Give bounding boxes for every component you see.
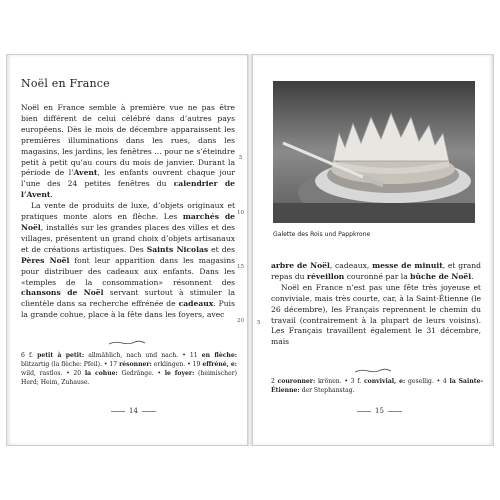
line-number: 5: [239, 155, 243, 161]
bold-term: bûche de Noël: [410, 271, 472, 281]
bold-term: convivial, e:: [363, 378, 406, 385]
text-run: , cadeaux,: [329, 261, 373, 270]
right-page: [252, 54, 494, 446]
page-number: 14: [107, 407, 160, 415]
text-run: , les enfants ouvrent chaque jour l’une des 24 petites fenêtres du: [21, 168, 235, 189]
text-run: krönen. • 3 f.: [315, 378, 364, 385]
text-run: blitzartig (la flèche: Pfeil). • 17: [21, 361, 120, 368]
footnotes: [271, 377, 483, 395]
text-run: font leur apparition dans les magasins pour distribuer des cadeaux aux enfants. Dans les «temples de la consommation» résonnent des: [21, 255, 235, 287]
text-run: .: [471, 271, 474, 281]
bold-term: résonner:: [119, 361, 152, 368]
bold-term: Avent: [73, 168, 98, 178]
paragraph: [21, 103, 235, 201]
galette-photo: [273, 81, 475, 223]
line-number: 20: [237, 318, 244, 324]
bold-term: arbre de Noël: [271, 261, 330, 270]
bold-term: Saints Nicolas: [146, 244, 209, 254]
text-run: . Puis la grande cohue, place à la fête dans les foyers, avec: [21, 299, 236, 320]
text-run: couronné par la: [344, 271, 411, 281]
bold-term: cadeaux: [178, 299, 214, 309]
bold-term: en flèche:: [201, 352, 237, 359]
text-run: et des: [208, 244, 235, 254]
chapter-title: Noël en France: [21, 77, 110, 90]
line-number: 10: [237, 210, 244, 216]
text-run: , installés sur les grandes places des villes et des villages, présentent un grand choix d’objets artisanaux et de créations artistiques. Des: [21, 222, 235, 254]
bold-term: petit à petit:: [37, 352, 85, 359]
text-run: .: [50, 190, 53, 200]
ornament-divider-icon: [353, 367, 393, 375]
text-run: La vente de produits de luxe, d’objets originaux et pratiques monte alors en flèche. Les: [21, 201, 235, 222]
bold-term: calendrier de l’Avent: [21, 179, 236, 200]
text-run: gesellig. • 4: [405, 378, 450, 385]
text-run: Noël en France semble à première vue ne pas être bien différent de celui célébré dans d’autres pays européens. Dès le mois de décembre apparaissent les premières illuminations dans les rues, dans les magasins, les jardins, les fenêtres … pour ne s’éteindre petit à petit qu’au cours du mois de janvier. Durant la période de l’: [21, 103, 235, 178]
text-run: , et grand repas du: [271, 261, 481, 281]
right-body-text: [271, 261, 481, 348]
text-run: Gedränge. •: [117, 370, 165, 377]
bold-term: réveillon: [307, 271, 345, 281]
text-run: wild, rastlos. • 20: [21, 370, 85, 377]
bold-term: Pères Noël: [21, 255, 70, 265]
footnotes: [21, 351, 237, 387]
paragraph: [271, 261, 481, 283]
text-run: 2: [271, 378, 278, 385]
bold-term: la cohue:: [84, 370, 118, 377]
text-run: Noël en France n’est pas une fête très joyeuse et conviviale, mais très courte, car, à la Saint-Étienne (le 26 décembre), les Français reprennent le chemin du travail (contrairement à la plupart de leurs voisins). Les Français travaillent également le 31 décembre, mais: [271, 282, 481, 347]
bold-term: couronner:: [277, 378, 316, 385]
text-run: 6 f.: [21, 352, 38, 359]
bold-term: la Sainte-Étienne:: [271, 378, 483, 394]
text-run: servant surtout à stimuler la clientèle dans sa recherche effrénée de: [21, 288, 235, 309]
text-run: (heimischer) Herd; Heim, Zuhause.: [21, 370, 237, 386]
photo-caption: Galette des Rois und Pappkrone: [273, 231, 371, 238]
page-number: 15: [353, 407, 406, 415]
bold-term: effréné, e:: [202, 361, 238, 368]
ornament-divider-icon: [107, 339, 147, 347]
line-number: 15: [237, 264, 244, 270]
line-number: 5: [257, 320, 261, 326]
bold-term: le foyer:: [164, 370, 195, 377]
left-body-text: [21, 103, 235, 321]
bold-term: marchés de Noël: [21, 212, 235, 232]
paragraph: [21, 201, 235, 321]
bold-term: messe de minuit: [372, 261, 443, 270]
text-run: erklingen. • 19: [151, 361, 203, 368]
paragraph: [271, 283, 481, 348]
text-run: der Stephanstag.: [299, 387, 355, 394]
bold-term: chansons de Noël: [21, 288, 104, 298]
left-page: [6, 54, 248, 446]
text-run: allmählich, nach und nach. • 11: [84, 352, 202, 359]
